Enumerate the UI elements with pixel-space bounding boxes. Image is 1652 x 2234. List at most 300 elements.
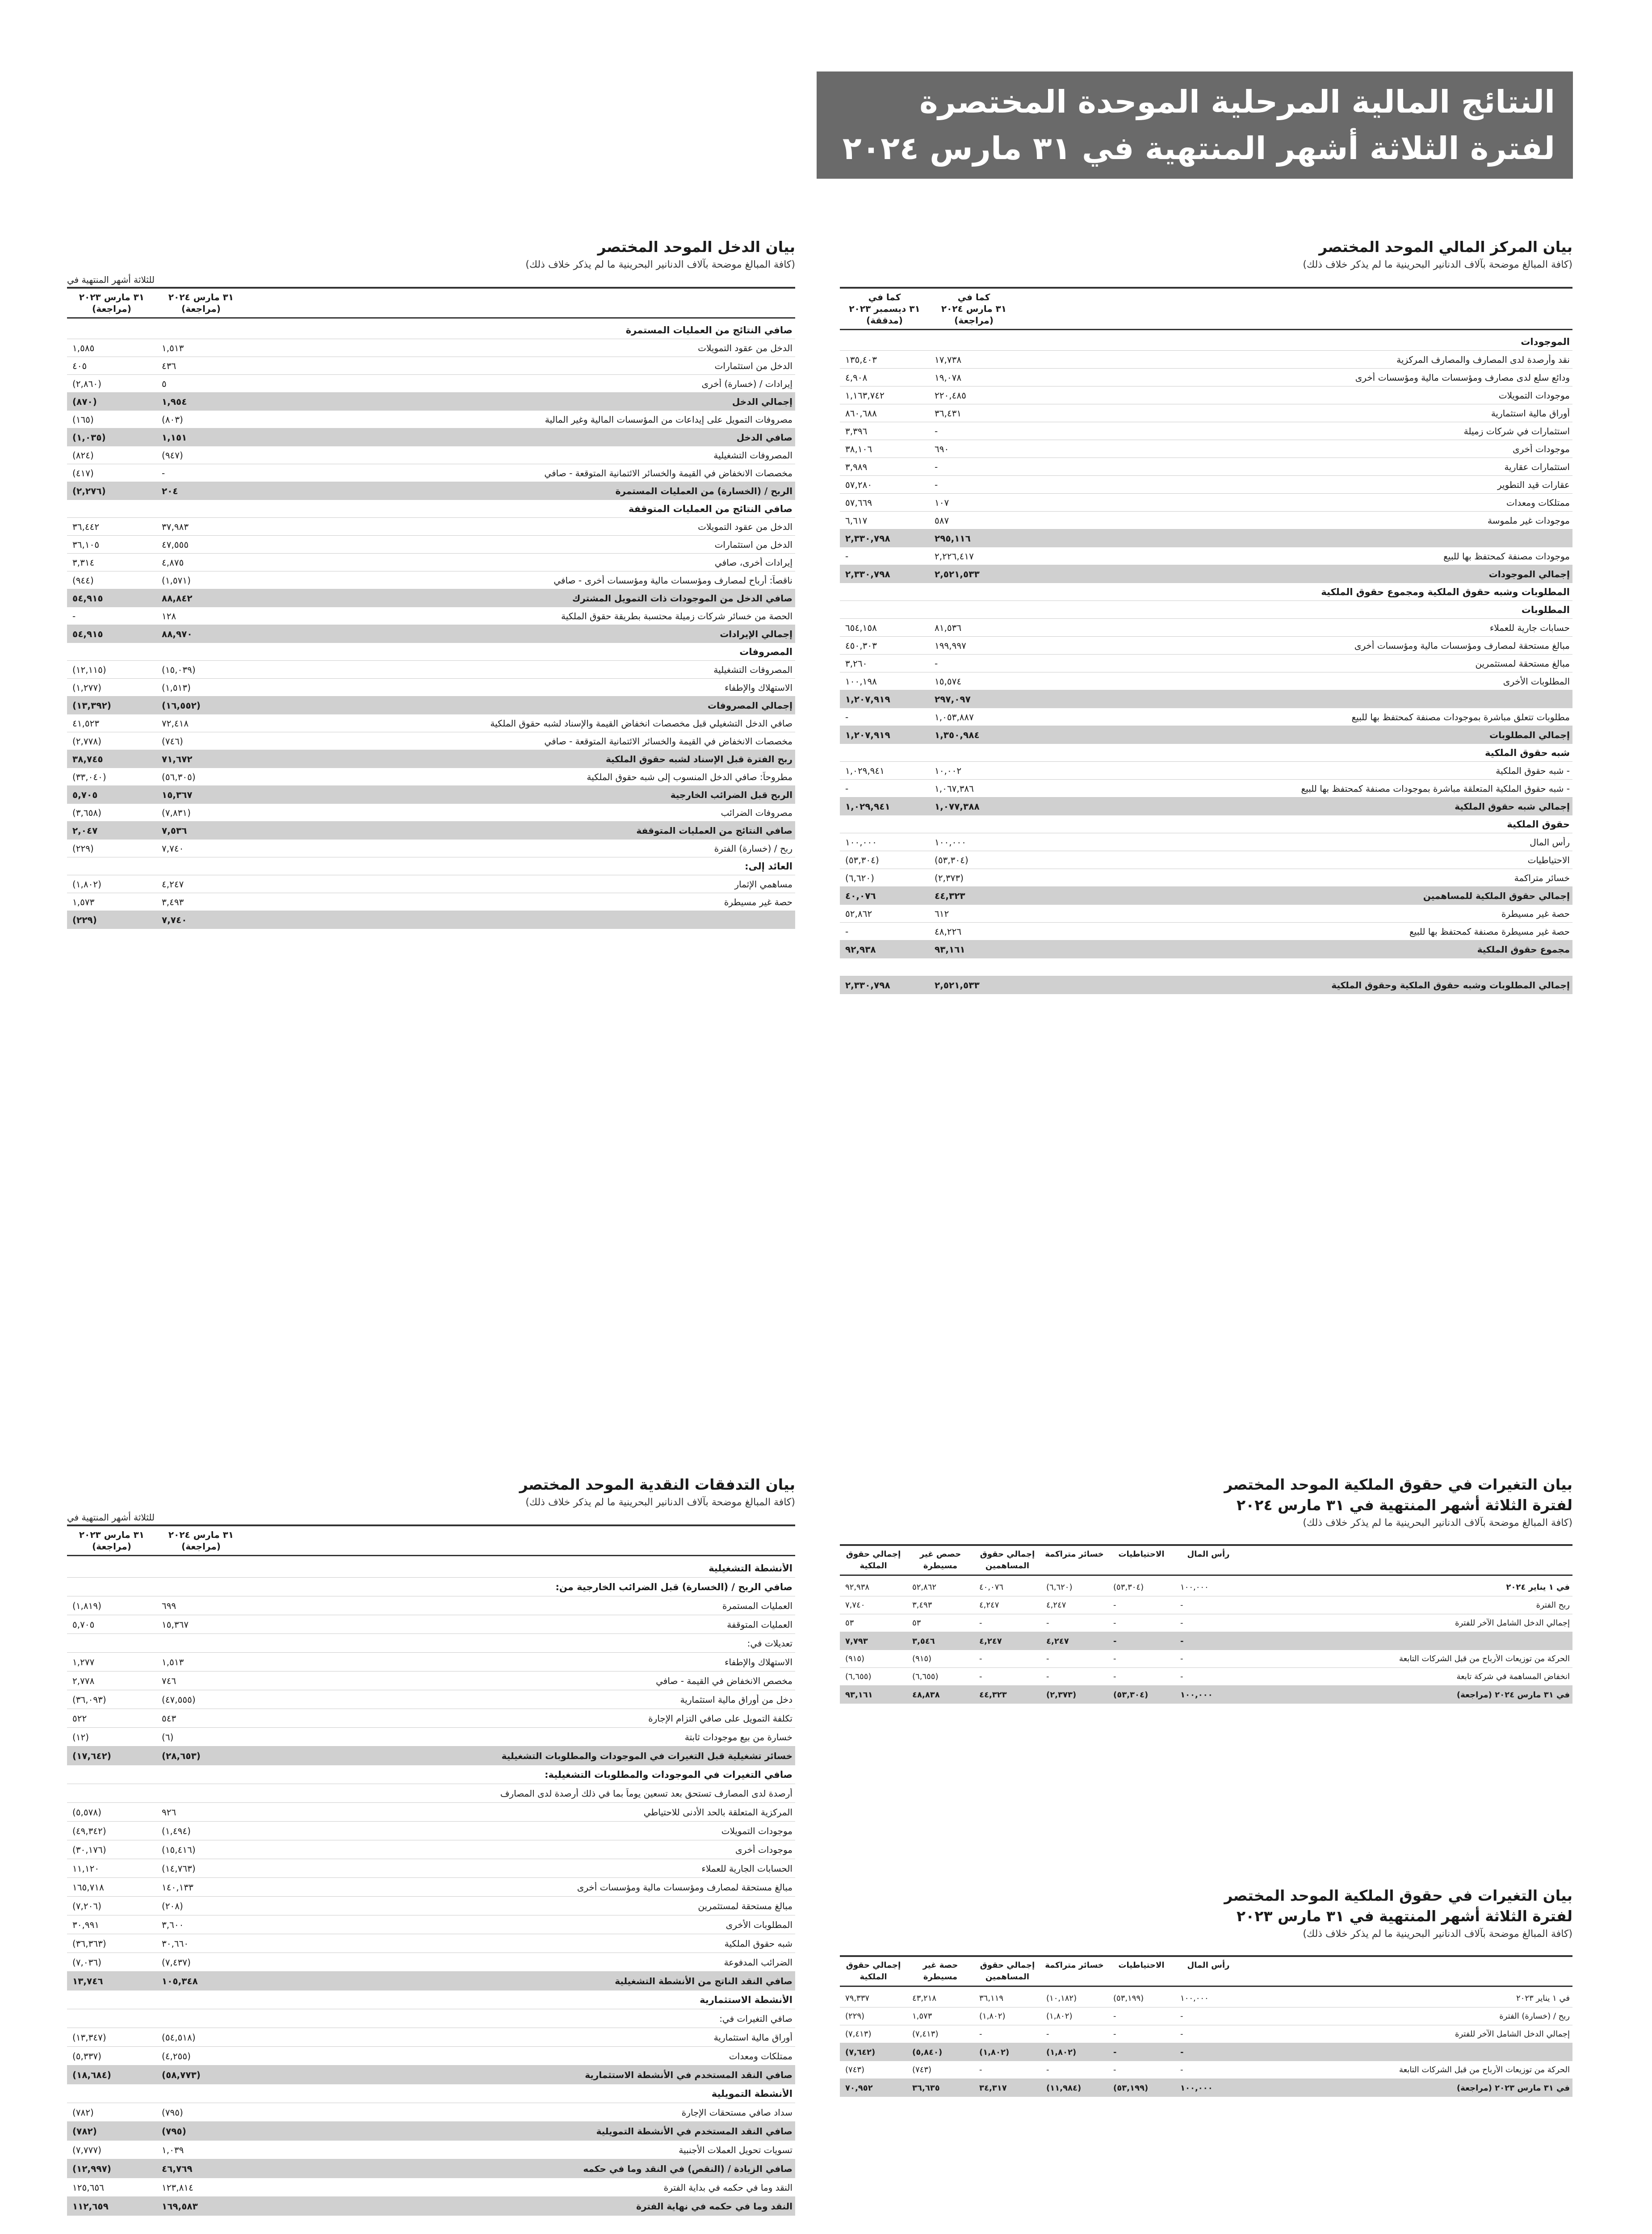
fp-value-prior: ٢,٣٣٠,٧٩٨ [845, 569, 890, 579]
inc-value-prior: (٢٢٩) [72, 843, 94, 854]
inc-col2: ٣١ مارس ٢٠٢٣ (مراجعة) [79, 292, 145, 314]
fp-value-prior: (٦,٦٢٠) [845, 872, 874, 883]
fp-value-prior: - [845, 711, 849, 722]
eq24-cell: (٦,٦٢٠) [1046, 1583, 1073, 1592]
inc-value-prior: (٩٤٤) [72, 575, 94, 586]
fp-row [840, 833, 1572, 851]
eq23-row-label: في ١ يناير ٢٠٢٣ [1516, 1994, 1570, 2003]
fp-row [840, 815, 1572, 833]
fp-row [840, 440, 1572, 458]
inc-value-prior: (٤١٧) [72, 467, 94, 479]
fp-value-prior: ١٠٠,٠٠٠ [845, 836, 877, 848]
cf-value-prior: (٣٠,١٧٦) [72, 1844, 106, 1855]
cf-row [67, 2178, 795, 2197]
fp-value-prior: - [845, 926, 849, 937]
eq23-cell: ٣٦,٦٣٥ [912, 2083, 940, 2093]
cf-value-prior: ١٦٥,٧١٨ [72, 1881, 104, 1893]
eq24-cell: - [1113, 1618, 1116, 1628]
fp-value-prior: ٦,٦١٧ [845, 515, 868, 526]
inc-value-current: ٨٨,٨٤٢ [162, 593, 193, 604]
cf-row-label: النقد وما في حكمه في نهاية الفترة [636, 2201, 792, 2212]
eq23-col-header: رأس المال [1187, 1961, 1230, 1970]
cf-row-label: سداد صافي مستحقات الإجارة [681, 2107, 792, 2118]
cf-value-prior: (١٨,٦٨٤) [72, 2070, 111, 2080]
fp-row [840, 655, 1572, 672]
inc-row-label: ربح / (خسارة) الفترة [714, 843, 792, 854]
eq23-cell: ٧٠,٩٥٢ [845, 2083, 873, 2093]
fp-value-prior: ٤,٩٠٨ [845, 372, 868, 383]
fp-value-prior: ٢,٣٣٠,٧٩٨ [845, 533, 890, 544]
fp-row-label: حصة غير مسيطرة مصنفة كمحتفظ بها للبيع [1409, 926, 1570, 937]
inc-value-current: (٧,٨٣١) [162, 807, 191, 818]
fp-row-label: حصة غير مسيطرة [1501, 908, 1570, 919]
fp-note: (كافة المبالغ موضحة بآلاف الدنانير البحرينية ما لم يذكر خلاف ذلك) [1303, 259, 1572, 270]
eq23-col-header: إجمالي حقوق المساهمين [980, 1961, 1035, 1982]
inc-row-label: الدخل من عقود التمويلات [698, 342, 792, 353]
fp-row-label: نقد وأرصدة لدى المصارف والمصارف المركزية [1396, 354, 1570, 365]
inc-value-prior: (٨٢٤) [72, 449, 94, 461]
cf-value-current: (٥٨,٧٧٣) [162, 2070, 201, 2080]
eq24-cell: - [1180, 1672, 1183, 1681]
fp-value-current: ٢٢٠,٤٨٥ [935, 390, 966, 401]
fp-value-prior: - [845, 550, 849, 562]
eq24-row [840, 1596, 1572, 1614]
eq23-row-label: الحركة من توزيعات الأرباح من قبل الشركات التابعة [1399, 2065, 1570, 2074]
cf-value-prior: ١,٢٧٧ [72, 1656, 95, 1667]
cf-col1: ٣١ مارس ٢٠٢٤ (مراجعة) [168, 1529, 234, 1552]
inc-row-label: إجمالي الدخل [732, 396, 792, 407]
fp-value-current: ٦١٢ [935, 908, 949, 919]
cf-row [67, 2141, 795, 2159]
inc-row [67, 428, 795, 446]
inc-row-label: الدخل من استثمارات [714, 360, 792, 371]
eq24-row [840, 1668, 1572, 1686]
inc-row-label: حصة غير مسيطرة [724, 896, 792, 907]
cf-row-label: الأنشطة التمويلية [711, 2088, 792, 2099]
cf-row [67, 1578, 795, 1596]
cf-row-label: المطلوبات الأخرى [725, 1919, 792, 1930]
cf-value-prior: (٧,٠٣٦) [72, 1957, 101, 1968]
cf-value-prior: (٣٦,٠٩٣) [72, 1694, 106, 1705]
eq23-cell: - [1113, 2047, 1117, 2057]
fp-value-current: ٦٩٠ [935, 443, 949, 454]
fp-col2: كما في ٣١ ديسمبر ٢٠٢٣ (مدققة) [849, 292, 920, 326]
eq24-cell: - [1113, 1672, 1116, 1681]
inc-row [67, 697, 795, 714]
equity-changes-2023 [840, 1885, 1572, 2097]
cf-value-prior: (١٢) [72, 1731, 89, 1743]
fp-value-prior: ٣٨,١٠٦ [845, 443, 872, 454]
fp-value-prior: ٥٢,٨٦٢ [845, 908, 872, 919]
cf-header [67, 1524, 795, 1556]
fp-row [840, 941, 1572, 958]
fp-row [840, 851, 1572, 869]
inc-row [67, 357, 795, 375]
cf-value-prior: ٢,٧٧٨ [72, 1675, 95, 1686]
fp-row [840, 351, 1572, 369]
fp-value-prior: ١٠٠,١٩٨ [845, 676, 877, 687]
eq24-row [840, 1686, 1572, 1704]
cf-value-current: ٣٠,٦٦٠ [162, 1938, 189, 1949]
fp-row [840, 780, 1572, 798]
eq24-cell: - [1180, 1600, 1183, 1610]
inc-value-current: ٤,٨٧٥ [162, 557, 184, 568]
eq23-cell: - [1180, 2047, 1184, 2057]
eq24-cell: ٤,٢٤٧ [1046, 1636, 1069, 1646]
fp-value-prior: ١,٠٢٩,٩٤١ [845, 765, 885, 776]
inc-value-prior: (٢,٨٦٠) [72, 378, 101, 389]
fp-row [840, 798, 1572, 815]
fp-value-prior: ١,٢٠٧,٩١٩ [845, 730, 890, 740]
cf-row [67, 1972, 795, 1990]
fp-row-label: مجموع حقوق الملكية [1477, 944, 1570, 955]
fp-row-label: مطلوبات تتعلق مباشرة بموجودات مصنفة كمحتفظ بها للبيع [1351, 711, 1570, 722]
cf-value-prior: (٧,٧٧٧) [72, 2144, 101, 2155]
inc-value-current: ٤٧,٥٥٥ [162, 539, 189, 550]
cf-row-label: خسائر تشغيلية قبل التغيرات في الموجودات والمطلوبات التشغيلية [501, 1751, 792, 1761]
fp-row [840, 333, 1572, 351]
fp-value-current: ١٠٧ [935, 497, 949, 508]
fp-row-label: إجمالي شبه حقوق الملكية [1455, 801, 1570, 812]
cf-row [67, 1990, 795, 2009]
eq23-cell: - [979, 2029, 982, 2039]
inc-heading: بيان الدخل الموحد المختصر [597, 238, 795, 256]
eq23-row [840, 1990, 1572, 2007]
fp-row [840, 690, 1572, 708]
inc-value-current: (٥٦,٣٠٥) [162, 771, 196, 782]
cf-value-current: ١,٠٣٩ [162, 2144, 184, 2155]
inc-row-label: المصروفات [739, 646, 792, 657]
fp-row [840, 923, 1572, 941]
eq23-col-header: خسائر متراكمة [1045, 1961, 1104, 1970]
fp-value-current: ١,٠٧٧,٣٨٨ [935, 801, 980, 812]
eq23-cell: (١,٨٠٢) [1046, 2047, 1077, 2057]
eq23-cell: - [1180, 2065, 1183, 2074]
cf-row [67, 1803, 795, 1822]
cash-flow-statement [67, 1474, 795, 2216]
eq24-row-label: إجمالي الدخل الشامل الآخر للفترة [1455, 1618, 1570, 1628]
eq24-cell: ٧,٧٤٠ [845, 1600, 865, 1610]
inc-row-label: مطروحاً: صافي الدخل المنسوب إلى شبه حقوق الملكية [587, 771, 792, 782]
inc-row [67, 625, 795, 643]
inc-value-prior: ٣٦,١٠٥ [72, 539, 100, 550]
inc-row [67, 714, 795, 732]
cf-value-current: (١٤,٧٦٣) [162, 1863, 196, 1874]
eq24-col-header: الاحتياطيات [1118, 1550, 1165, 1559]
income-statement [67, 237, 795, 929]
eq23-cell: (٥٣,١٩٩) [1113, 1994, 1144, 2003]
cf-row [67, 1634, 795, 1653]
eq24-cell: (٩١٥) [845, 1654, 865, 1663]
cf-row-label: صافي التغيرات في: [719, 2013, 792, 2024]
cf-row-label: صافي النقد الناتج من الأنشطة التشغيلية [615, 1976, 792, 1986]
eq24-col-header: إجمالي حقوق الملكية [846, 1550, 901, 1571]
fp-row-label: إجمالي المطلوبات وشبه حقوق الملكية وحقوق الملكية [1331, 980, 1570, 991]
eq24-cell: ٤٨,٨٣٨ [912, 1690, 940, 1700]
fp-value-prior: ٤٠,٠٧٦ [845, 890, 876, 901]
eq24-cell: (٥٣,٣٠٤) [1113, 1690, 1149, 1700]
cf-value-prior: (٥,٣٣٧) [72, 2050, 101, 2062]
cf-row-label: صافي النقد المستخدم في الأنشطة الاستثمارية [585, 2070, 792, 2080]
fp-row-label: عقارات قيد التطوير [1497, 479, 1570, 490]
inc-value-prior: ٣,٣١٤ [72, 557, 95, 568]
eq24-cell: (٦,٦٥٥) [845, 1672, 872, 1681]
fp-value-current: ١٩,٠٧٨ [935, 372, 962, 383]
cf-value-prior: (١,٨١٩) [72, 1600, 101, 1611]
cf-value-prior: (٥,٥٧٨) [72, 1806, 101, 1818]
eq24-cell: ٧,٧٩٣ [845, 1636, 868, 1646]
eq23-cell: - [1046, 2065, 1049, 2074]
cf-row [67, 1671, 795, 1690]
eq24-row [840, 1650, 1572, 1668]
cf-row [67, 1596, 795, 1615]
inc-row-label: الربح قبل الضرائب الخارجية [670, 789, 792, 800]
inc-value-prior: - [72, 610, 76, 621]
cf-row [67, 1559, 795, 1578]
eq24-cell: ٥٢,٨٦٢ [912, 1583, 937, 1592]
cf-value-current: (١,٤٩٤) [162, 1825, 191, 1836]
cf-row [67, 1822, 795, 1840]
fp-value-current: ٢٩٥,١١٦ [935, 533, 971, 544]
inc-value-current: ١,٩٥٤ [162, 396, 187, 407]
eq24-cell: - [1180, 1654, 1183, 1663]
inc-value-current: ٢٠٤ [162, 486, 178, 496]
eq24-row-label: في ١ يناير ٢٠٢٤ [1506, 1583, 1570, 1592]
cf-row-label: الأنشطة الاستثمارية [700, 1994, 792, 2005]
inc-value-prior: (٢,٢٧٦) [72, 486, 106, 496]
inc-row [67, 768, 795, 786]
cf-row-label: تكلفة التمويل على صافي التزام الإجارة [648, 1713, 792, 1724]
eq23-cell: (٧,٤١٣) [912, 2029, 939, 2039]
inc-row-label: الدخل من عقود التمويلات [698, 521, 792, 532]
cf-caption: للثلاثة أشهر المنتهية في [67, 1512, 155, 1523]
fp-row-label: حقوق الملكية [1507, 819, 1570, 830]
inc-row [67, 679, 795, 697]
fp-value-current: ٤٨,٢٢٦ [935, 926, 962, 937]
eq24-cell: ٤,٢٤٧ [1046, 1600, 1066, 1610]
cf-value-prior: ٥,٧٠٥ [72, 1619, 95, 1630]
eq23-cell: - [1113, 2011, 1116, 2021]
cf-row-label: الحسابات الجارية للعملاء [701, 1863, 792, 1874]
inc-value-current: (٧٤٦) [162, 735, 183, 747]
eq23-cell: (٧,٦٤٢) [845, 2047, 876, 2057]
title-line2: لفترة الثلاثة أشهر المنتهية في ٣١ مارس ٢٠٢٤ [842, 130, 1555, 167]
fp-value-prior: ٣,٣٩٦ [845, 425, 868, 437]
fp-value-prior: ١٣٥,٤٠٣ [845, 354, 877, 365]
inc-value-prior: (١,٨٠٢) [72, 878, 101, 890]
eq24-cell: (٥٣,٣٠٤) [1113, 1583, 1144, 1592]
inc-value-current: ١,١٥١ [162, 432, 187, 443]
fp-value-current: ٤٤,٣٢٣ [935, 890, 965, 901]
cf-value-current: (٥٤,٥١٨) [162, 2032, 196, 2043]
cf-value-current: ١,٥١٣ [162, 1656, 184, 1667]
inc-row-label: صافي الدخل من الموجودات ذات التمويل المشترك [572, 593, 792, 604]
inc-row [67, 643, 795, 661]
cf-value-current: ١٢٣,٨١٤ [162, 2182, 193, 2193]
cf-value-current: (٢٠٨) [162, 1900, 183, 1911]
cf-row [67, 2028, 795, 2047]
fp-value-current: ٩٣,١٦١ [935, 944, 965, 955]
cf-row-label: أرصدة لدى المصارف تستحق بعد تسعين يوماً بما في ذلك أرصدة لدى المصارف [500, 1788, 792, 1799]
cf-value-current: ١٤٠,١٣٣ [162, 1881, 193, 1893]
inc-value-prior: (٢,٧٧٨) [72, 735, 101, 747]
cf-row [67, 1878, 795, 1897]
eq24-cell: ٩٢,٩٣٨ [845, 1583, 870, 1592]
eq23-row-label: ربح / (خسارة) الفترة [1499, 2011, 1570, 2021]
inc-col1: ٣١ مارس ٢٠٢٤ (مراجعة) [168, 292, 234, 314]
cf-value-current: ٧٤٦ [162, 1675, 176, 1686]
fp-row [840, 422, 1572, 440]
cf-row [67, 1709, 795, 1728]
cf-row [67, 1728, 795, 1747]
eq23-cell: - [1113, 2065, 1116, 2074]
cf-row-label: أوراق مالية استثمارية [713, 2032, 792, 2043]
cf-row-label: موجودات التمويلات [721, 1825, 792, 1836]
eq23-row [840, 2043, 1572, 2061]
cf-row-label: مبالغ مستحقة لمستثمرين [698, 1900, 792, 1911]
inc-row [67, 822, 795, 840]
cf-row [67, 2197, 795, 2216]
inc-row [67, 875, 795, 893]
eq24-cell: ٤٠,٠٧٦ [979, 1583, 1004, 1592]
cf-row [67, 1934, 795, 1953]
fp-value-current: ٢,٥٢١,٥٣٣ [935, 980, 980, 991]
cf-row-label: موجودات أخرى [735, 1844, 792, 1855]
fp-row [840, 672, 1572, 690]
inc-row-label: الربح / (الخسارة) من العمليات المستمرة [615, 486, 792, 496]
cf-value-current: ١٥,٣٦٧ [162, 1619, 189, 1630]
fp-value-prior: ٢,٣٣٠,٧٩٨ [845, 980, 890, 991]
eq23-cell: ١,٥٧٣ [912, 2011, 932, 2021]
fp-value-prior: ٨٦٠,٦٨٨ [845, 407, 877, 419]
fp-value-prior: ٩٢,٩٣٨ [845, 944, 876, 955]
eq24-cell: (٢,٣٧٣) [1046, 1690, 1077, 1700]
fp-row [840, 762, 1572, 780]
title-line1: النتائج المالية المرحلية الموحدة المختصرة [919, 84, 1555, 120]
inc-row-label: الحصة من خسائر شركات زميلة محتسبة بطريقة حقوق الملكية [561, 610, 792, 621]
cf-value-prior: (١٧,٦٤٢) [72, 1751, 111, 1761]
cf-row [67, 2047, 795, 2066]
inc-row-label: مصروفات التمويل على إيداعات من المؤسسات المالية وغير المالية [545, 414, 792, 425]
inc-value-prior: (٣٣,٠٤٠) [72, 771, 106, 782]
cf-row [67, 1784, 795, 1803]
fp-row [840, 369, 1572, 386]
fp-row-label: أوراق مالية استثمارية [1491, 407, 1570, 419]
inc-value-current: ٤٣٦ [162, 360, 176, 371]
cf-row-label: المركزية المتعلقة بالحد الأدنى للاحتياطي [643, 1806, 792, 1818]
eq23-cell: (٢٢٩) [845, 2011, 865, 2021]
fp-value-prior: ١,٠٢٩,٩٤١ [845, 801, 890, 812]
inc-row-label: ربح الفترة قبل الإسناد لشبه حقوق الملكية [605, 754, 792, 764]
fp-row-label: إجمالي الموجودات [1488, 569, 1570, 579]
inc-value-prior: (١٢,١١٥) [72, 664, 106, 675]
inc-value-prior: (١,٠٣٥) [72, 432, 106, 443]
fp-value-current: ١,٣٥٠,٩٨٤ [935, 730, 980, 740]
inc-value-current: ٧,٧٤٠ [162, 915, 187, 925]
cf-row [67, 1747, 795, 1765]
cf-value-prior: ١٣,٧٤٦ [72, 1976, 103, 1986]
eq24-cell: ٤,٢٤٧ [979, 1636, 1002, 1646]
cf-row [67, 2066, 795, 2084]
cf-value-prior: (١٢,٩٩٧) [72, 2163, 111, 2174]
fp-row [840, 869, 1572, 887]
fp-value-prior: (٥٣,٣٠٤) [845, 854, 879, 865]
cf-row [67, 1765, 795, 1784]
cf-row [67, 1915, 795, 1934]
eq24-cell: ٥٣ [912, 1618, 921, 1628]
inc-value-prior: (١٣,٣٩٢) [72, 700, 111, 711]
cf-row [67, 1859, 795, 1878]
inc-value-current: ٨٨,٩٧٠ [162, 629, 193, 639]
fp-value-current: ١,٠٦٧,٣٨٦ [935, 783, 974, 794]
page-title [817, 71, 1573, 179]
fp-value-current: ٨١,٥٣٦ [935, 622, 962, 633]
cf-row [67, 1615, 795, 1634]
eq23-header-label [1242, 1960, 1572, 1983]
inc-row [67, 411, 795, 428]
cf-value-current: (٧,٤٣٧) [162, 1957, 191, 1968]
inc-row [67, 607, 795, 625]
inc-row-label: صافي الدخل [736, 432, 792, 443]
eq24-cell: - [1113, 1654, 1116, 1663]
eq23-cell: - [1113, 2029, 1116, 2039]
eq24-col-header: رأس المال [1187, 1550, 1230, 1559]
eq23-cell: (١,٨٠٢) [979, 2011, 1006, 2021]
cf-value-prior: (٧٨٢) [72, 2126, 97, 2137]
eq24-cell: ٥٣ [845, 1618, 854, 1628]
cf-value-prior: (٧٨٢) [72, 2107, 94, 2118]
fp-row-label: استثمارات عقارية [1504, 461, 1570, 472]
inc-row-label: مخصصات الانخفاض في القيمة والخسائر الائتمانية المتوقعة - صافي [544, 467, 792, 479]
cf-value-prior: ١٢٥,٦٥٦ [72, 2182, 104, 2193]
eq23-cell: ٣٦,١١٩ [979, 1994, 1004, 2003]
fp-row-label: خسائر متراكمة [1514, 872, 1570, 883]
fp-row-label: موجودات مصنفة كمحتفظ بها للبيع [1443, 550, 1570, 562]
cf-row-label: تسويات تحويل العملات الأجنبية [679, 2144, 792, 2155]
eq23-cell: - [1046, 2029, 1049, 2039]
cf-value-prior: ٥٢٢ [72, 1713, 87, 1724]
inc-value-prior: ١,٥٨٥ [72, 342, 95, 353]
inc-row-label: صافي النتائج من العمليات المتوقفة [628, 503, 792, 514]
eq24-heading1: بيان التغيرات في حقوق الملكية الموحد المختصر [1224, 1476, 1572, 1493]
fp-row-label: المطلوبات [1521, 604, 1570, 615]
inc-row [67, 786, 795, 804]
cf-row [67, 2084, 795, 2103]
inc-row [67, 536, 795, 554]
eq24-cell: - [1046, 1618, 1049, 1628]
inc-value-prior: ٣٦,٤٤٢ [72, 521, 100, 532]
cf-row-label: مبالغ مستحقة لمصارف ومؤسسات مالية ومؤسسات أخرى [577, 1881, 792, 1893]
fp-row-label: استثمارات في شركات زميلة [1463, 425, 1570, 437]
eq23-cell: ١٠٠,٠٠٠ [1180, 2083, 1213, 2093]
eq24-cell: - [979, 1672, 982, 1681]
inc-row-label: مخصصات الانخفاض في القيمة والخسائر الائتمانية المتوقعة - صافي [544, 735, 792, 747]
inc-value-prior: ٥٤,٩١٥ [72, 629, 103, 639]
fp-row [840, 958, 1572, 976]
inc-value-current: (٩٤٧) [162, 449, 183, 461]
inc-row [67, 589, 795, 607]
inc-value-prior: ٤٠٥ [72, 360, 87, 371]
inc-row [67, 661, 795, 679]
inc-value-prior: (٨٧٠) [72, 396, 97, 407]
eq23-note: (كافة المبالغ موضحة بآلاف الدنانير البحرينية ما لم يذكر خلاف ذلك) [1303, 1928, 1572, 1940]
fp-row-label: ودائع سلع لدى مصارف ومؤسسات مالية ومؤسسات أخرى [1355, 372, 1570, 383]
eq23-cell: - [1180, 2029, 1183, 2039]
fp-value-current: ١٧,٧٣٨ [935, 354, 962, 365]
cf-note: (كافة المبالغ موضحة بآلاف الدنانير البحرينية ما لم يذكر خلاف ذلك) [525, 1497, 795, 1508]
fp-value-current: - [935, 461, 938, 472]
cf-row-label: الضرائب المدفوعة [724, 1957, 792, 1968]
